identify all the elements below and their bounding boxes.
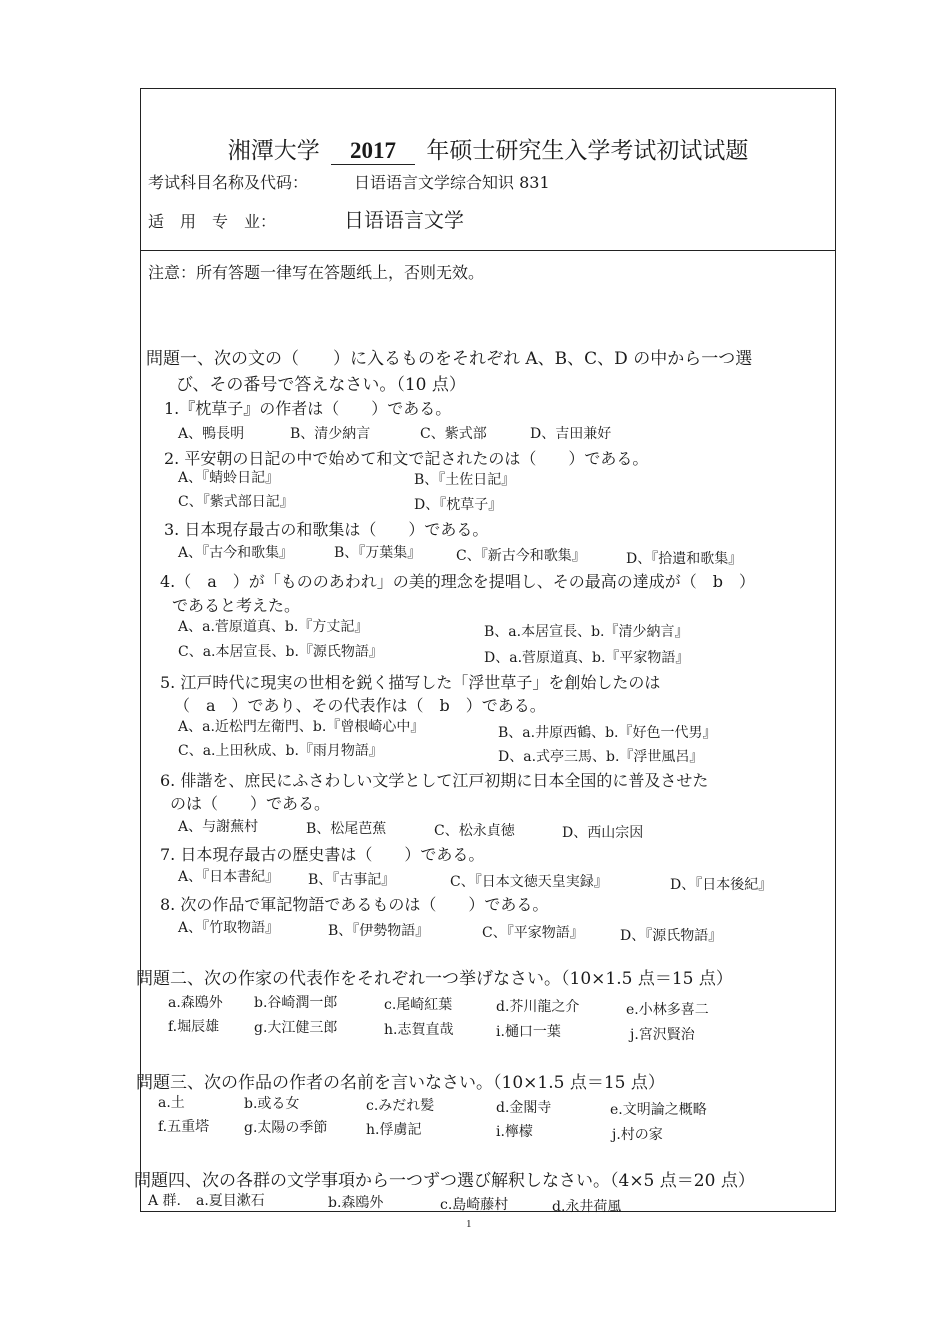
s3-item-i: i.檸檬	[496, 1124, 533, 1140]
q3-option-a: A、『古今和歌集』	[178, 545, 294, 561]
s3-item-g: g.太陽の季節	[244, 1120, 328, 1136]
question-4: 4.（ a ）が「もののあわれ」の美的理念を提唱し、その最高の達成が（ b ）	[160, 572, 756, 591]
s4-item-d: d.永井荷風	[552, 1199, 622, 1215]
major-label: 适 用 专 业：	[148, 212, 277, 231]
question-7: 7. 日本現存最古の歴史書は（ ）である。	[160, 845, 485, 864]
q8-option-b: B、『伊勢物語』	[328, 923, 430, 939]
q2-option-b: B、『土佐日記』	[414, 472, 516, 488]
subject-line	[148, 170, 550, 193]
q3-option-c: C、『新古今和歌集』	[456, 548, 586, 564]
major-line	[148, 204, 464, 233]
q5-option-d: D、a.式亭三馬、b.『浮世風呂』	[498, 749, 704, 765]
s2-item-c: c.尾崎紅葉	[384, 997, 453, 1013]
s2-item-i: i.樋口一葉	[496, 1024, 561, 1040]
page-number: 1	[466, 1218, 472, 1230]
q1-option-a: A、鴨長明	[178, 426, 245, 442]
q1-option-d: D、吉田兼好	[530, 426, 612, 442]
section1-heading-cont: び、その番号で答えなさい。（10 点）	[176, 375, 466, 395]
q7-option-a: A、『日本書紀』	[178, 869, 280, 885]
q7-option-b: B、『古事記』	[308, 872, 396, 888]
q7-option-c: C、『日本文徳天皇実録』	[450, 874, 608, 890]
section3-heading: 問題三、次の作品の作者の名前を言いなさい。（10×1.5 点＝15 点）	[136, 1073, 665, 1093]
question-6: 6. 俳諧を、庶民にふさわしい文学として江戸初期に日本全国的に普及させた	[160, 771, 709, 790]
subject-value: 日语语言文学综合知识 831	[354, 173, 550, 192]
major-value: 日语语言文学	[344, 208, 464, 232]
question-2: 2. 平安朝の日記の中で始めて和文で記されたのは（ ）である。	[164, 449, 649, 468]
section2-heading: 問題二、次の作家の代表作をそれぞれ一つ挙げなさい。（10×1.5 点＝15 点）	[136, 969, 733, 989]
q7-option-d: D、『日本後紀』	[670, 877, 773, 893]
instruction-note: 注意：所有答题一律写在答题纸上，否则无效。	[148, 263, 485, 282]
s2-item-b: b.谷崎潤一郎	[254, 995, 338, 1011]
exam-title	[140, 132, 836, 165]
title-year: 2017	[331, 138, 415, 165]
q4-option-b: B、a.本居宣長、b.『清少納言』	[484, 624, 689, 640]
question-3: 3. 日本現存最古の和歌集は（ ）である。	[164, 520, 489, 539]
s4-item-a: a.夏目漱石	[196, 1193, 265, 1209]
s2-item-a: a.森鴎外	[168, 995, 223, 1011]
q3-option-d: D、『拾遺和歌集』	[626, 551, 743, 567]
s4-item-b: b.森鴎外	[328, 1195, 384, 1211]
s3-item-e: e.文明論之概略	[610, 1102, 707, 1118]
q1-option-c: C、紫式部	[420, 426, 487, 442]
q6-option-c: C、松永貞徳	[434, 823, 515, 839]
q4-option-c: C、a.本居宣長、b.『源氏物語』	[178, 644, 383, 660]
q3-option-b: B、『万葉集』	[334, 545, 422, 561]
subject-label: 考试科目名称及代码：	[148, 173, 309, 192]
q2-option-d: D、『枕草子』	[414, 497, 503, 513]
question-8: 8. 次の作品で軍記物語であるものは（ ）である。	[160, 895, 549, 914]
title-exam: 年硕士研究生入学考试初试试题	[426, 138, 749, 164]
s3-item-h: h.俘虜記	[366, 1122, 422, 1138]
s2-item-d: d.芥川龍之介	[496, 999, 580, 1015]
q6-option-b: B、松尾芭蕉	[306, 821, 387, 837]
s2-item-f: f.堀辰雄	[168, 1019, 220, 1035]
s3-item-j: j.村の家	[612, 1127, 663, 1143]
q4-option-d: D、a.菅原道真、b.『平家物語』	[484, 650, 690, 666]
section1-heading: 問題一、次の文の（ ）に入るものをそれぞれ A、B、C、D の中から一つ選	[146, 349, 753, 369]
s3-item-b: b.或る女	[244, 1096, 300, 1112]
q5-option-a: A、a.近松門左衛門、b.『曾根崎心中』	[178, 719, 425, 735]
question-5-cont: （ a ）であり、その代表作は（ b ）である。	[174, 696, 546, 715]
q5-option-b: B、a.井原西鶴、b.『好色一代男』	[498, 725, 717, 741]
section4-heading: 問題四、次の各群の文学事項から一つずつ選び解釈しなさい。（4×5 点＝20 点）	[134, 1171, 755, 1191]
q4-option-a: A、a.菅原道真、b.『方丈記』	[178, 619, 369, 635]
question-1: 1.『枕草子』の作者は（ ）である。	[164, 399, 452, 418]
s4-item-c: c.島崎藤村	[440, 1197, 509, 1213]
q6-option-d: D、西山宗因	[562, 825, 644, 841]
s3-item-d: d.金閣寺	[496, 1100, 552, 1116]
q1-option-b: B、清少納言	[290, 426, 371, 442]
header-divider	[140, 250, 836, 251]
question-4-cont: であると考えた。	[172, 596, 301, 615]
title-university: 湘潭大学	[227, 138, 320, 164]
s3-item-f: f.五重塔	[158, 1119, 210, 1135]
q8-option-a: A、『竹取物語』	[178, 920, 280, 936]
q2-option-c: C、『紫式部日記』	[178, 494, 294, 510]
q6-option-a: A、与謝蕪村	[178, 819, 259, 835]
s4-group-label: A 群.	[148, 1193, 182, 1209]
s2-item-e: e.小林多喜二	[626, 1002, 709, 1018]
s2-item-g: g.大江健三郎	[254, 1020, 338, 1036]
s3-item-a: a.土	[158, 1095, 185, 1111]
q2-option-a: A、『蜻蛉日記』	[178, 470, 280, 486]
question-5: 5. 江戸時代に現実の世相を鋭く描写した「浮世草子」を創始したのは	[160, 673, 661, 692]
question-6-cont: のは（ ）である。	[170, 794, 331, 813]
q8-option-c: C、『平家物語』	[482, 925, 584, 941]
s2-item-h: h.志賀直哉	[384, 1022, 454, 1038]
q8-option-d: D、『源氏物語』	[620, 928, 723, 944]
s2-item-j: j.宮沢賢治	[630, 1027, 695, 1043]
q5-option-c: C、a.上田秋成、b.『雨月物語』	[178, 743, 383, 759]
s3-item-c: c.みだれ髪	[366, 1098, 435, 1114]
